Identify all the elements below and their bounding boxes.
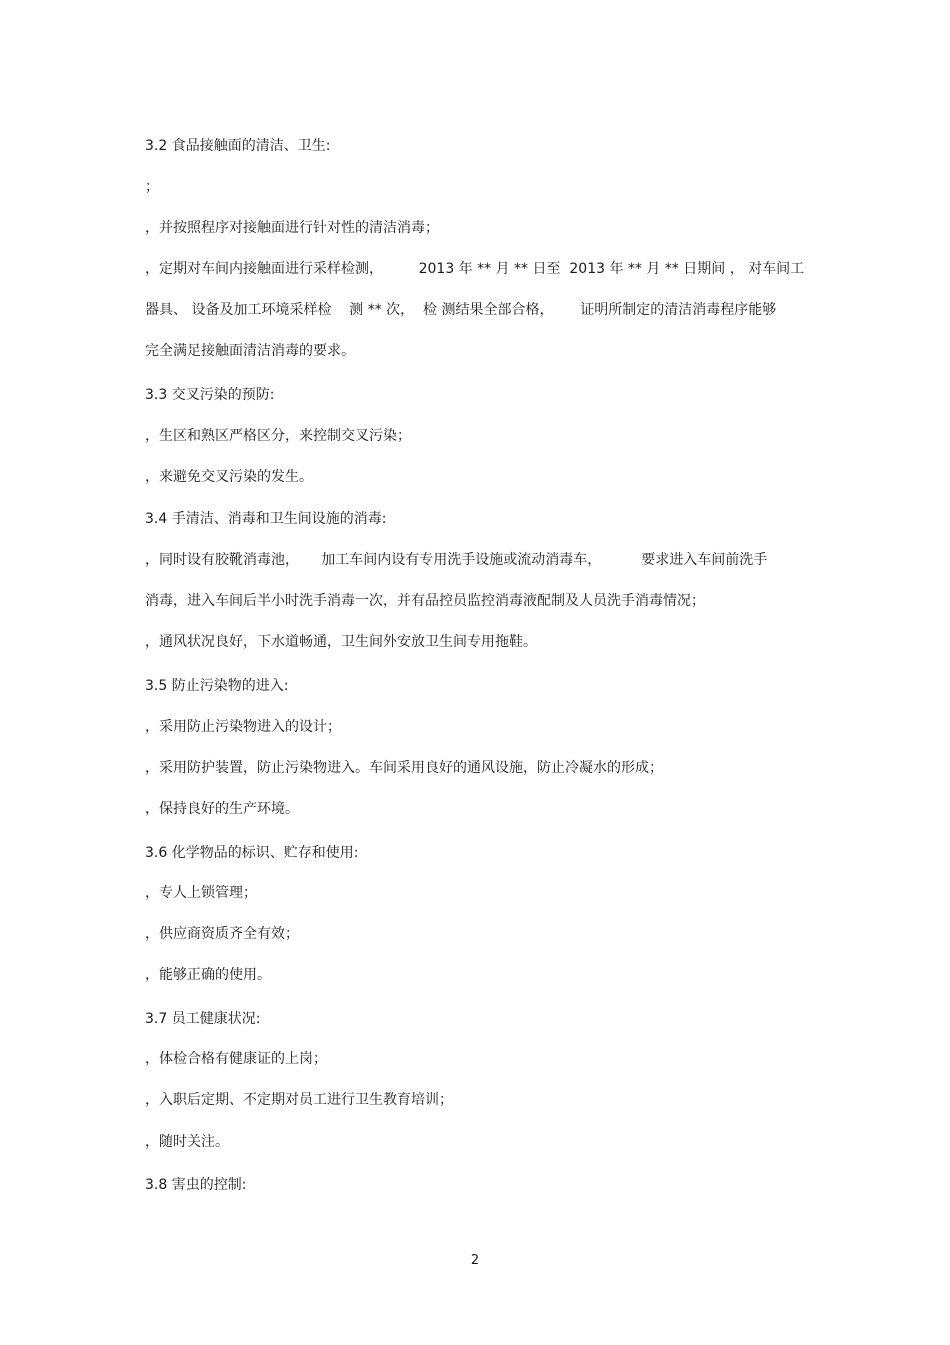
page-number: 2 xyxy=(470,1253,480,1268)
text-line: ，入职后定期、不定期对员工进行卫生教育培训； xyxy=(145,1092,453,1108)
text-line: ； xyxy=(145,179,159,195)
text-line: ，保持良好的生产环境。 xyxy=(145,801,299,817)
heading-3-5: 3.5 防止污染物的进入: xyxy=(145,678,289,694)
text-line: ，同时设有胶靴消毒池， 加工车间内设有专用洗手设施或流动消毒车， 要求进入车间前洗手 xyxy=(145,552,768,568)
heading-3-3: 3.3 交叉污染的预防: xyxy=(145,387,275,403)
heading-3-4: 3.4 手清洁、消毒和卫生间设施的消毒: xyxy=(145,511,387,527)
text-line: 消毒，进入车间后半小时洗手消毒一次，并有品控员监控消毒液配制及人员洗手消毒情况； xyxy=(145,593,705,609)
text-line: ，采用防止污染物进入的设计； xyxy=(145,719,341,735)
text-line: ，随时关注。 xyxy=(145,1134,229,1150)
text-line: ，供应商资质齐全有效； xyxy=(145,926,299,942)
text-line: ，生区和熟区严格区分，来控制交叉污染； xyxy=(145,428,411,444)
text-line: ，能够正确的使用。 xyxy=(145,967,271,983)
text-line: ，来避免交叉污染的发生。 xyxy=(145,469,313,485)
text-line: ，通风状况良好，下水道畅通，卫生间外安放卫生间专用拖鞋。 xyxy=(145,634,537,650)
heading-3-7: 3.7 员工健康状况: xyxy=(145,1011,261,1027)
text-line: ，并按照程序对接触面进行针对性的清洁消毒； xyxy=(145,220,439,236)
heading-3-8: 3.8 害虫的控制: xyxy=(145,1177,247,1193)
text-line: ，体检合格有健康证的上岗； xyxy=(145,1051,327,1067)
text-line: ，专人上锁管理； xyxy=(145,885,257,901)
heading-3-6: 3.6 化学物品的标识、贮存和使用: xyxy=(145,845,359,861)
text-line: 器具、 设备及加工环境采样检 测 ** 次， 检 测结果全部合格， 证明所制定的清洁消毒程序能够 xyxy=(145,302,777,318)
text-line: ，定期对车间内接触面进行采样检测， 2013 年 ** 月 ** 日至 2013 年 ** 月 ** 日期间 ， 对车间工 xyxy=(145,261,805,277)
text-line: 完全满足接触面清洁消毒的要求。 xyxy=(145,343,355,359)
heading-3-2: 3.2 食品接触面的清洁、卫生: xyxy=(145,138,331,154)
text-line: ，采用防护装置，防止污染物进入。车间采用良好的通风设施，防止冷凝水的形成； xyxy=(145,760,663,776)
